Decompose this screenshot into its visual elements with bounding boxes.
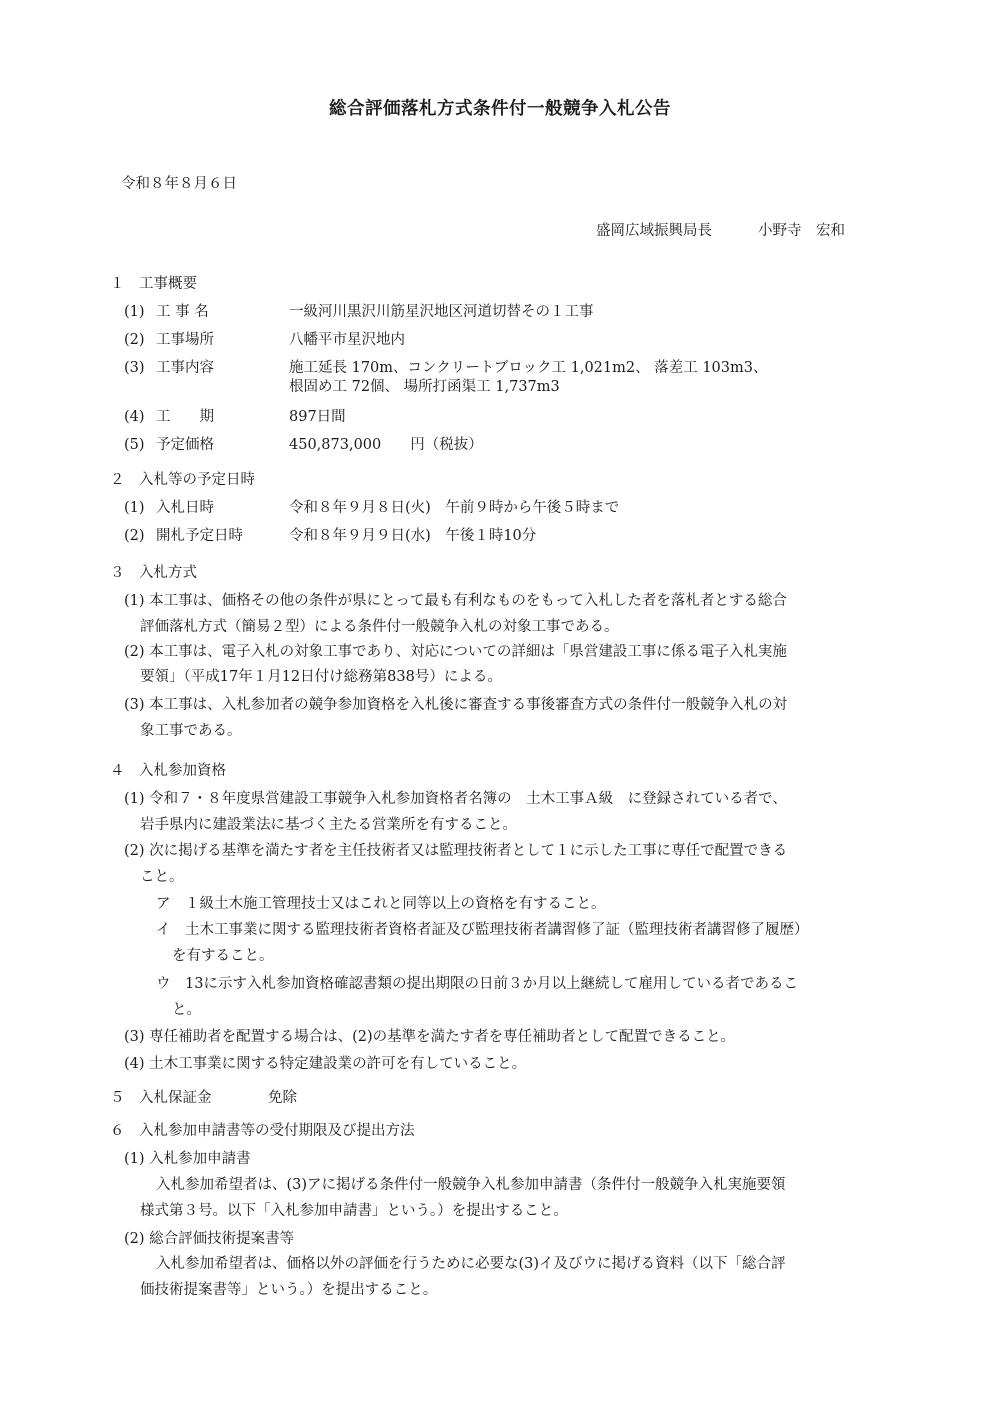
item-number: (1) <box>124 304 145 320</box>
paragraph-continuation: 価技術提案書等」という。）を提出すること。 <box>140 1282 438 1298</box>
section-5-heading: ５ 入札保証金 <box>110 1090 212 1106</box>
issuer-name: 小野寺 宏和 <box>758 223 845 239</box>
paragraph: (4) 土木工事業に関する特定建設業の許可を有していること。 <box>124 1056 527 1072</box>
paragraph: 入札参加希望者は、価格以外の評価を行うために必要な(3)イ及びウに掲げる資料（以下「総合評 <box>156 1256 786 1272</box>
sub-item-i-continuation: を有すること。 <box>172 948 274 964</box>
estimated-price-label: 予定価格 <box>156 437 214 453</box>
construction-name-label: 工 事 名 <box>156 304 209 320</box>
paragraph-continuation: 岩手県内に建設業法に基づく主たる営業所を有すること。 <box>140 817 517 833</box>
construction-period-value: 897日間 <box>289 409 346 425</box>
paragraph: (1) 本工事は、価格その他の条件が県にとって最も有利なものをもって入札した者を落札者とする総合 <box>124 593 787 609</box>
section-3-heading: ３ 入札方式 <box>110 565 197 581</box>
estimated-price-value: 450,873,000 円（税抜） <box>289 437 483 453</box>
construction-content-value-2: 根固め工 72個、 場所打函渠工 1,737m3 <box>289 379 560 395</box>
item-number: (1) <box>124 500 145 516</box>
item-number: (4) <box>124 409 145 425</box>
paragraph-continuation: 評価落札方式（簡易２型）による条件付一般競争入札の対象工事である。 <box>140 619 619 635</box>
bid-datetime-label: 入札日時 <box>156 500 214 516</box>
subheading: (2) 総合評価技術提案書等 <box>124 1231 295 1247</box>
construction-site-value: 八幡平市星沢地内 <box>289 332 405 348</box>
item-number: (2) <box>124 332 145 348</box>
item-number: (3) <box>124 360 145 376</box>
bid-bond-value: 免除 <box>268 1090 297 1106</box>
construction-period-label: 工 期 <box>156 409 214 425</box>
paragraph: (1) 令和７・８年度県営建設工事競争入札参加資格者名簿の 土木工事Ａ級 に登録されている者で、 <box>124 791 787 807</box>
paragraph: (2) 本工事は、電子入札の対象工事であり、対応についての詳細は「県営建設工事に係る電子入札実施 <box>124 644 787 660</box>
sub-item-u-continuation: と。 <box>172 1002 201 1018</box>
opening-datetime-label: 開札予定日時 <box>156 528 243 544</box>
bid-datetime-value: 令和８年９月８日(火) 午前９時から午後５時まで <box>289 500 620 516</box>
construction-name-value: 一級河川黒沢川筋星沢地区河道切替その１工事 <box>289 304 594 320</box>
paragraph-continuation: こと。 <box>140 869 184 885</box>
subheading: (1) 入札参加申請書 <box>124 1151 251 1167</box>
section-6-heading: ６ 入札参加申請書等の受付期限及び提出方法 <box>110 1123 415 1139</box>
paragraph: 入札参加希望者は、(3)アに掲げる条件付一般競争入札参加申請書（条件付一般競争入札実施要領 <box>156 1177 786 1193</box>
item-number: (5) <box>124 437 145 453</box>
paragraph: (3) 本工事は、入札参加者の競争参加資格を入札後に審査する事後審査方式の条件付一般競争入札の対 <box>124 697 788 713</box>
section-1-heading: １ 工事概要 <box>110 276 197 292</box>
section-2-heading: ２ 入札等の予定日時 <box>110 472 255 488</box>
sub-item-i: イ 土木工事業に関する監理技術者資格者証及び監理技術者講習修了証（監理技術者講習修了履歴） <box>156 922 809 938</box>
paragraph: (2) 次に掲げる基準を満たす者を主任技術者又は監理技術者として１に示した工事に専任で配置できる <box>124 843 788 859</box>
item-number: (2) <box>124 528 145 544</box>
document-title: 総合評価落札方式条件付一般競争入札公告 <box>329 99 671 119</box>
notice-date: 令和８年８月６日 <box>121 176 237 192</box>
paragraph-continuation: 様式第３号。以下「入札参加申請書」という。）を提出すること。 <box>140 1203 568 1219</box>
sub-item-u: ウ 13に示す入札参加資格確認書類の提出期限の日前３か月以上継続して雇用している者であるこ <box>156 976 798 992</box>
construction-content-label: 工事内容 <box>156 360 214 376</box>
sub-item-a: ア １級土木施工管理技士又はこれと同等以上の資格を有すること。 <box>156 896 606 912</box>
paragraph-continuation: 要領」（平成17年１月12日付け総務第838号）による。 <box>140 669 502 685</box>
issuer-office: 盛岡広域振興局長 <box>596 223 712 239</box>
paragraph: (3) 専任補助者を配置する場合は、(2)の基準を満たす者を専任補助者として配置できること。 <box>124 1029 736 1045</box>
construction-content-value: 施工延長 170m、コンクリートブロック工 1,021m2、 落差工 103m3、 <box>289 360 768 376</box>
construction-site-label: 工事場所 <box>156 332 214 348</box>
paragraph-continuation: 象工事である。 <box>140 723 242 739</box>
opening-datetime-value: 令和８年９月９日(水) 午後１時10分 <box>289 528 537 544</box>
section-4-heading: ４ 入札参加資格 <box>110 763 226 779</box>
